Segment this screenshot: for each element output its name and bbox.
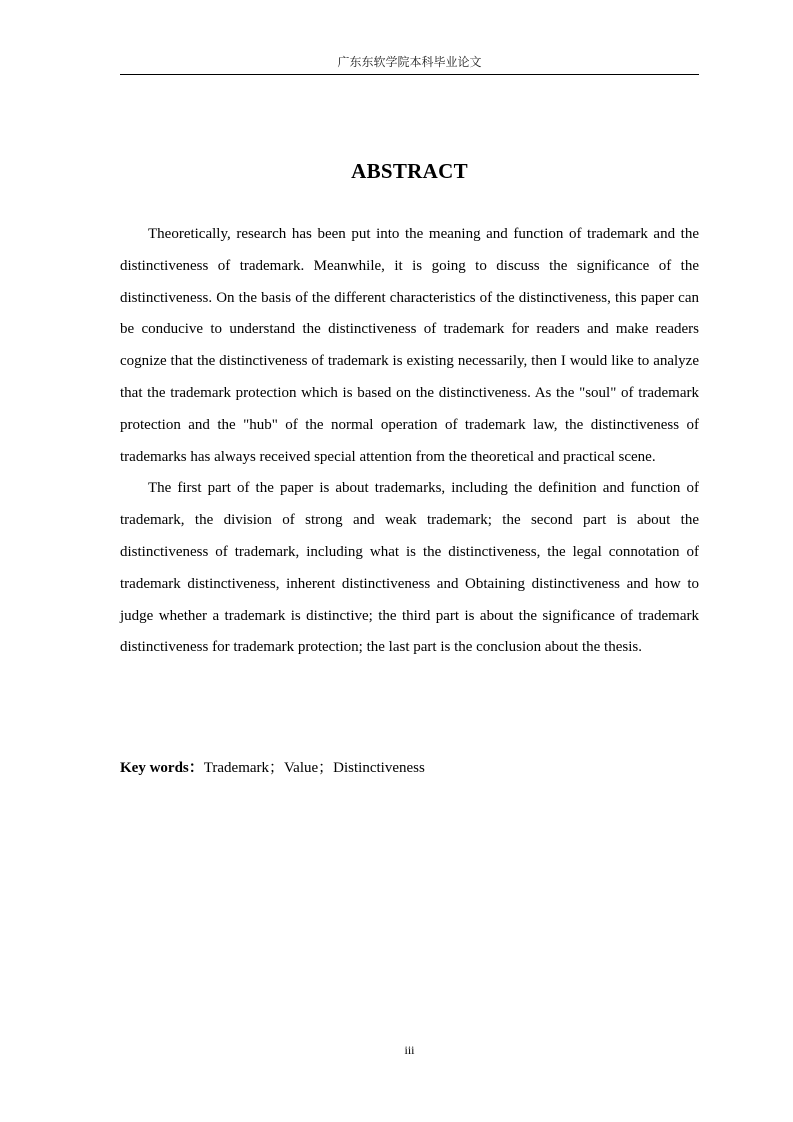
abstract-paragraph-2: The first part of the paper is about trademarks, including the definition and function of trademark, the division of strong and weak trademark; the second part is about the distinctiveness of trademark, including what is the distinctiveness, the legal connotation of trademark distinctiveness, inherent distinctiveness and Obtaining distinctiveness and how to judge whether a trademark is distinctive; the third part is about the significance of trademark distinctiveness for trademark protection; the last part is the conclusion about the thesis.: [120, 480, 699, 656]
abstract-body: [120, 219, 699, 664]
header-divider: [120, 74, 699, 75]
abstract-paragraph-1: Theoretically, research has been put into the meaning and function of trademark and the distinctiveness of trademark. Meanwhile, it is going to discuss the significance of the distinctiveness. On the basis of the different characteristics of the distinctiveness, this paper can be conducive to understand the distinctiveness of trademark for readers and make readers cognize that the distinctiveness of trademark is existing necessarily, then I would like to analyze that the trademark protection which is based on the distinctiveness. As the "soul" of trademark protection and the "hub" of the normal operation of trademark law, the distinctiveness of trademarks has always received special attention from the theoretical and practical scene.: [120, 226, 699, 465]
running-header: 广东东软学院本科毕业论文: [337, 55, 482, 69]
keywords-value: Trademark；Value；Distinctiveness: [203, 760, 425, 776]
keywords-label: Key words：: [120, 760, 204, 776]
page-number: iii: [404, 1043, 415, 1057]
keywords-line: [120, 756, 699, 780]
abstract-title: ABSTRACT: [351, 159, 468, 183]
